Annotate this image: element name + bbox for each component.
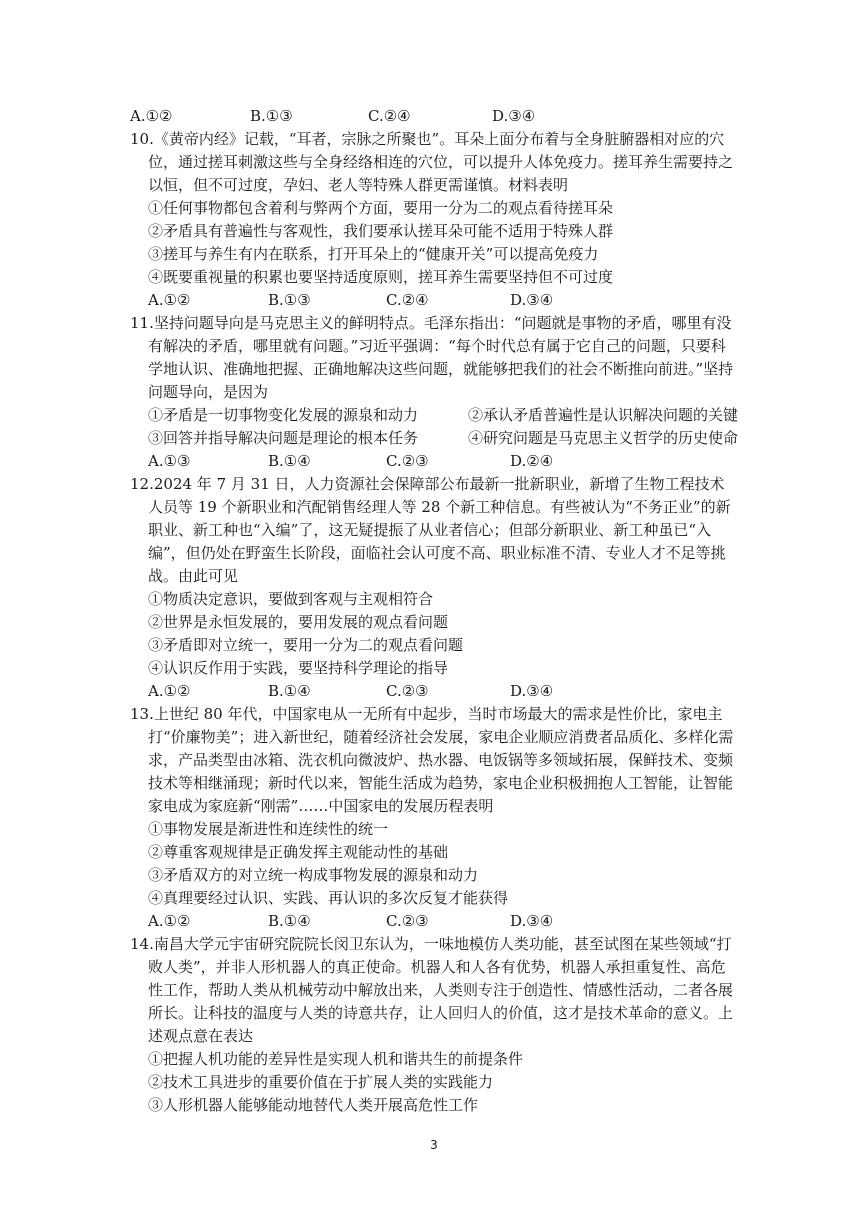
option-2: ②尊重客观规律是正确发挥主观能动性的基础 [148, 843, 449, 861]
answer-c: C.②④ [368, 107, 411, 125]
option-3: ③搓耳与养生有内在联系，打开耳朵上的“健康开关”可以提高免疫力 [148, 245, 599, 263]
option-3: ③矛盾双方的对立统一构成事物发展的源泉和动力 [148, 866, 479, 884]
question-stem: 11.坚持问题导向是马克思主义的鲜明特点。毛泽东指出：“问题就是事物的矛盾，哪里有没有解决的矛盾，哪里就有问题。”习近平强调：“每个时代总有属于它自己的问题，只要科学地认识、准确地把握、正确地解决这些问题，就能够把我们的社会不断推向前进。”坚持问题导向，是因为 [130, 314, 734, 401]
option-pair-row [130, 427, 738, 450]
answer-c: C.②③ [386, 452, 429, 470]
question-10 [130, 128, 738, 312]
option-1: ①任何事物都包含着利与弊两个方面，要用一分为二的观点看待搓耳朵 [148, 199, 614, 217]
question-stem: 10.《黄帝内经》记载，“耳者，宗脉之所聚也”。耳朵上面分布着与全身脏腑器相对应的穴位，通过搓耳刺激这些与全身经络相连的穴位，可以提升人体免疫力。搓耳养生需要持之以恒，但不可过度，孕妇、老人等特殊人群更需谨慎。材料表明 [130, 130, 734, 194]
option-1: ①事物发展是渐进性和连续性的统一 [148, 820, 389, 838]
option-1: ①物质决定意识，要做到客观与主观相符合 [148, 590, 434, 608]
page-number: 3 [430, 1138, 438, 1152]
page-content [130, 105, 738, 1117]
answer-d: D.③④ [510, 912, 554, 930]
option-1: ①矛盾是一切事物变化发展的源泉和动力 [148, 406, 419, 424]
option-3: ③矛盾即对立统一，要用一分为二的观点看问题 [148, 636, 464, 654]
answer-d: D.③④ [510, 682, 554, 700]
answer-b: B.①④ [268, 452, 311, 470]
option-2: ②矛盾具有普遍性与客观性，我们要承认搓耳朵可能不适用于特殊人群 [148, 222, 614, 240]
option-1: ①把握人机功能的差异性是实现人机和谐共生的前提条件 [148, 1050, 524, 1068]
question-stem: 13.上世纪 80 年代，中国家电从一无所有中起步，当时市场最大的需求是性价比，家电主打“价廉物美”；进入新世纪，随着经济社会发展，家电企业顺应消费者品质化、多样化需求，产品类型由冰箱、洗衣机向微波炉、热水器、电饭锅等多领域拓展，保鲜技术、变频技术等相继涌现；新时代以来，智能生活成为趋势，家电企业积极拥抱人工智能，让智能家电成为家庭新“刚需”……中国家电的发展历程表明 [130, 705, 734, 815]
answer-c: C.②③ [386, 912, 429, 930]
answer-b: B.①③ [268, 291, 311, 309]
answer-a: A.①③ [148, 452, 191, 470]
answer-row-q9 [130, 105, 738, 128]
question-stem: 12.2024 年 7 月 31 日，人力资源社会保障部公布最新一批新职业，新增了生物工程技术人员等 19 个新职业和汽配销售经理人等 28 个新工种信息。有些被认为“不务正业”的新职业、新工种也“入编”了，这无疑提振了从业者信心；但部分新职业、新工种虽已“入编”，但仍处在野蛮生长阶段，面临社会认可度不高、职业标准不清、专业人才不足等挑战。由此可见 [130, 475, 731, 585]
option-pair-row [130, 404, 738, 427]
option-4: ④研究问题是马克思主义哲学的历史使命 [467, 429, 738, 447]
answer-row [130, 910, 738, 933]
answer-row [130, 450, 738, 473]
answer-a: A.①② [130, 107, 173, 125]
answer-a: A.①② [148, 291, 191, 309]
option-4: ④既要重视量的积累也要坚持适度原则，搓耳养生需要坚持但不可过度 [148, 268, 614, 286]
question-11 [130, 312, 738, 473]
answer-d: D.③④ [510, 291, 554, 309]
answer-row [130, 289, 738, 312]
option-4: ④认识反作用于实践，要坚持科学理论的指导 [148, 659, 449, 677]
question-13 [130, 703, 738, 933]
option-2: ②世界是永恒发展的，要用发展的观点看问题 [148, 613, 449, 631]
answer-b: B.①④ [268, 682, 311, 700]
answer-b: B.①④ [268, 912, 311, 930]
answer-c: C.②④ [386, 291, 429, 309]
answer-b: B.①③ [250, 107, 293, 125]
question-14 [130, 933, 738, 1117]
answer-row [130, 680, 738, 703]
answer-d: D.③④ [492, 107, 536, 125]
question-12 [130, 473, 738, 703]
answer-d: D.②④ [510, 452, 554, 470]
option-3: ③回答并指导解决问题是理论的根本任务 [148, 429, 419, 447]
answer-c: C.②③ [386, 682, 429, 700]
option-4: ④真理要经过认识、实践、再认识的多次反复才能获得 [148, 889, 509, 907]
answer-a: A.①② [148, 912, 191, 930]
option-2: ②承认矛盾普遍性是认识解决问题的关键 [467, 406, 738, 424]
option-3: ③人形机器人能够能动地替代人类开展高危性工作 [148, 1096, 479, 1114]
answer-a: A.①② [148, 682, 191, 700]
option-2: ②技术工具进步的重要价值在于扩展人类的实践能力 [148, 1073, 494, 1091]
question-stem: 14.南昌大学元宇宙研究院院长闵卫东认为，一味地模仿人类功能，甚至试图在某些领域“打败人类”，并非人形机器人的真正使命。机器人和人各有优势，机器人承担重复性、高危性工作，帮助人类从机械劳动中解放出来，人类则专注于创造性、情感性活动，二者各展所长。让科技的温度与人类的诗意共存，让人回归人的价值，这才是技术革命的意义。上述观点意在表达 [130, 935, 734, 1045]
